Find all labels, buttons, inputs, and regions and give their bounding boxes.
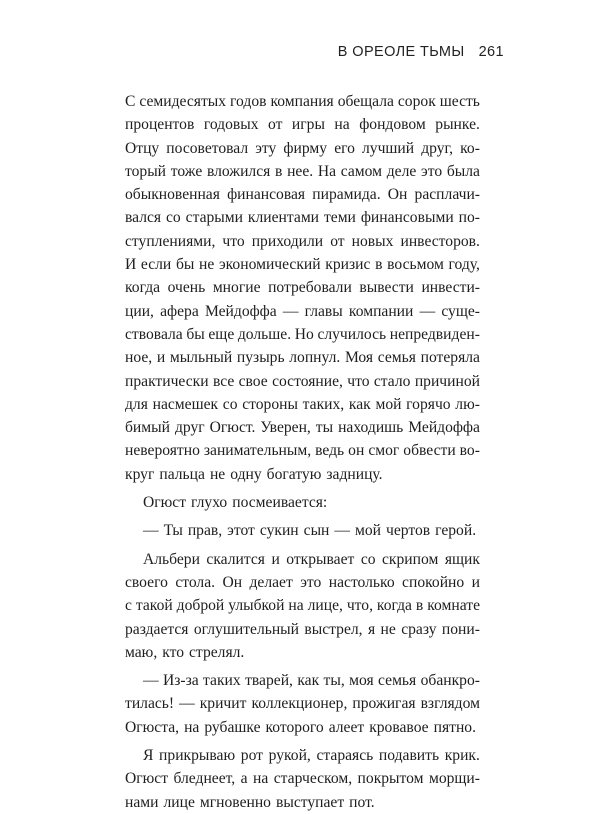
chapter-title: В ОРЕОЛЕ ТЬМЫ — [337, 44, 465, 60]
text-line: когда очень многие потребовали вывести инвести- — [125, 279, 480, 297]
text-line: — Ты прав, этот сукин сын — мой чертов герой. — [143, 522, 477, 540]
text-line: Огюст глухо посмеивается: — [143, 494, 328, 512]
paragraph — [125, 744, 480, 814]
paragraph — [125, 548, 480, 664]
text-line: ствовала бы еще дольше. Но случилось непредвиден- — [125, 325, 480, 343]
text-line: раздается оглушительный выстрел, я не сразу пони- — [125, 620, 480, 638]
text-line: ции, афера Мейдоффа — главы компании — суще- — [125, 302, 480, 320]
text-line: тилась! — кричит коллекционер, прожигая взглядом — [125, 695, 480, 713]
paragraph — [125, 519, 480, 542]
text-line: маю, кто стрелял. — [125, 643, 245, 661]
text-line: Огюста, на рубашке которого алеет кровавое пятно. — [125, 718, 476, 736]
text-line: своего стола. Он делает это настолько спокойно и — [125, 573, 480, 591]
text-line: торый тоже вложился в нее. На самом деле это была — [125, 162, 480, 180]
text-line: — Из-за таких тварей, как ты, моя семья обанкро- — [143, 672, 480, 690]
text-line: ступлениями, что приходили от новых инвесторов. — [125, 232, 480, 250]
text-line: Альбери скалится и открывает со скрипом ящик — [143, 550, 480, 568]
text-line: Отцу посоветовал эту фирму его лучший друг, ко- — [125, 139, 480, 157]
text-line: бимый друг Огюст. Уверен, ты находишь Мейдоффа — [125, 419, 480, 437]
running-header — [338, 44, 504, 60]
page-number: 261 — [478, 44, 504, 60]
text-line: нами лице мгновенно выступает пот. — [125, 793, 375, 811]
text-line: С семидесятых годов компания обещала сорок шесть — [125, 93, 480, 110]
paragraph — [125, 491, 480, 514]
text-line: для насмешек со стороны таких, как мой горячо лю- — [125, 395, 480, 413]
text-line: Я прикрываю рот рукой, стараясь подавить крик. — [143, 747, 480, 765]
paragraph — [125, 90, 480, 486]
text-line: практически все свое состояние, что стало причиной — [125, 372, 480, 390]
text-line: вался со старыми клиентами теми финансовыми по- — [125, 209, 480, 227]
text-line: круг пальца не одну богатую задницу. — [125, 465, 383, 483]
text-line: Огюст бледнеет, а на старческом, покрытом морщи- — [125, 770, 480, 788]
text-line: И если бы не экономический кризис в восьмом году, — [125, 256, 480, 274]
text-line: обыкновенная финансовая пирамида. Он расплачи- — [125, 186, 480, 204]
body-text — [125, 90, 480, 814]
text-line: ное, и мыльный пузырь лопнул. Моя семья потеряла — [125, 349, 480, 367]
text-line: с такой доброй улыбкой на лице, что, когда в комнате — [125, 597, 480, 615]
text-line: процентов годовых от игры на фондовом рынке. — [125, 116, 480, 134]
text-line: невероятно занимательным, ведь он смог обвести во- — [125, 442, 480, 460]
paragraph — [125, 669, 480, 739]
